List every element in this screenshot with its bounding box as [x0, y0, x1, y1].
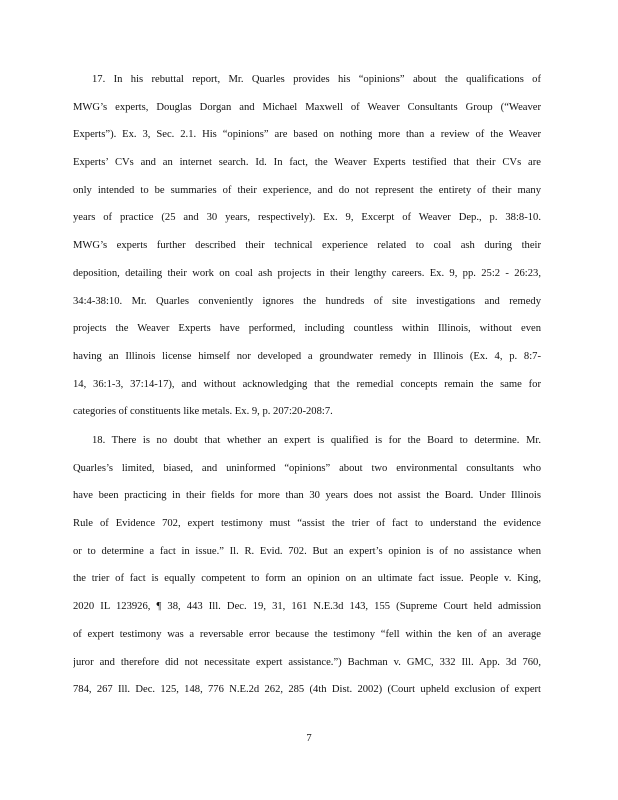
paragraph-line: 14, 36:1-3, 37:14-17), and without acknowledging that the remedial concepts remain the same for: [73, 378, 541, 390]
paragraph-line: Experts”). Ex. 3, Sec. 2.1. His “opinions” are based on nothing more than a review of the Weaver: [73, 129, 541, 141]
paragraph-line: 34:4-38:10. Mr. Quarles conveniently ignores the hundreds of site investigations and remedy: [73, 295, 541, 307]
paragraph-line: deposition, detailing their work on coal ash projects in their lengthy careers. Ex. 9, pp. 25:2 - 26:23,: [73, 267, 541, 279]
paragraph-line: projects the Weaver Experts have performed, including countless within Illinois, without even: [73, 323, 541, 335]
paragraph-line: the trier of fact is equally competent to form an opinion on an ultimate fact issue. People v. King,: [73, 573, 541, 585]
paragraph-line: MWG’s experts, Douglas Dorgan and Michael Maxwell of Weaver Consultants Group (“Weaver: [73, 101, 541, 113]
paragraph-line: 18. There is no doubt that whether an expert is qualified is for the Board to determine. Mr.: [92, 435, 541, 446]
paragraph-18: [73, 431, 541, 708]
paragraph-line: or to determine a fact in issue.” Il. R. Evid. 702. But an expert’s opinion is of no assistance when: [73, 545, 541, 557]
paragraph-line: 17. In his rebuttal report, Mr. Quarles provides his “opinions” about the qualifications of: [92, 74, 541, 85]
paragraph-17: [73, 70, 541, 430]
page-number: 7: [306, 733, 312, 744]
paragraph-line: Experts’ CVs and an internet search. Id. In fact, the Weaver Experts testified that their CVs are: [73, 157, 541, 169]
paragraph-line: only intended to be summaries of their experience, and do not represent the entirety of their many: [73, 184, 541, 196]
paragraph-line: MWG’s experts further described their technical experience related to coal ash during their: [73, 240, 541, 252]
paragraph-line: Quarles’s limited, biased, and uninformed “opinions” about two environmental consultants who: [73, 462, 541, 474]
paragraph-line: have been practicing in their fields for more than 30 years does not assist the Board. Under Illinois: [73, 490, 541, 502]
paragraph-line: 784, 267 Ill. Dec. 125, 148, 776 N.E.2d 262, 285 (4th Dist. 2002) (Court upheld exclusion of expert: [73, 684, 541, 696]
paragraph-line: 2020 IL 123926, ¶ 38, 443 Ill. Dec. 19, 31, 161 N.E.3d 143, 155 (Supreme Court held admission: [73, 601, 541, 613]
paragraph-line: juror and therefore did not necessitate expert assistance.”) Bachman v. GMC, 332 Ill. App. 3d 760,: [73, 656, 541, 668]
paragraph-line: years of practice (25 and 30 years, respectively). Ex. 9, Excerpt of Weaver Dep., p. 38:8-10.: [73, 212, 541, 224]
paragraph-line: categories of constituents like metals. Ex. 9, p. 207:20-208:7.: [73, 406, 333, 418]
paragraph-line: of expert testimony was a reversable error because the testimony “fell within the ken of an average: [73, 628, 541, 640]
paragraph-line: Rule of Evidence 702, expert testimony must “assist the trier of fact to understand the evidence: [73, 518, 541, 530]
paragraph-line: having an Illinois license himself nor developed a groundwater remedy in Illinois (Ex. 4, p. 8:7-: [73, 350, 541, 362]
